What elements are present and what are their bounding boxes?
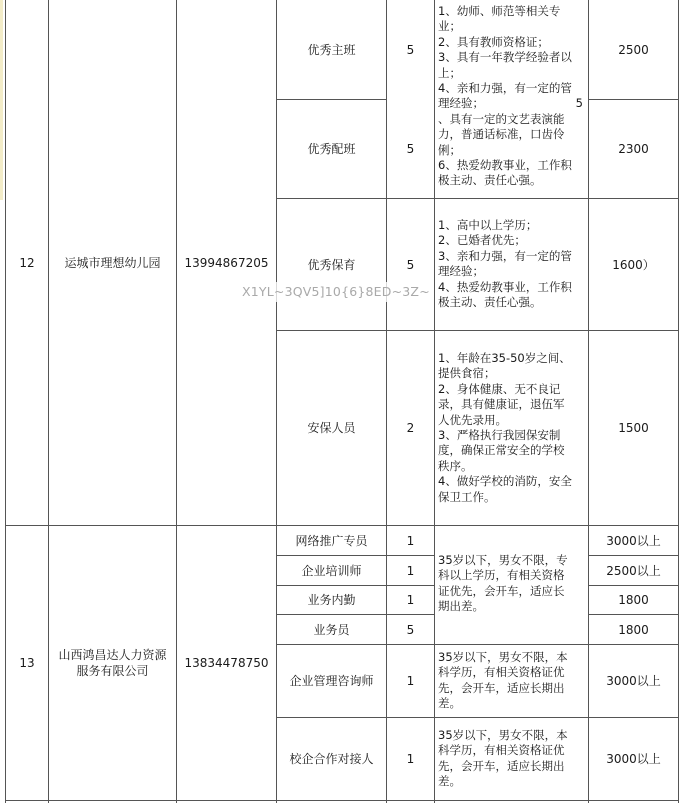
position-count: 1 (406, 752, 415, 766)
row-12-phone: 13994867205 (184, 255, 269, 270)
requirements-security: 1、年龄在35-50岁之间、 提供食宿； 2、身体健康、无不良记 录，具有健康证，退伍军 人优先录用。 3、严格执行我园保安制 度，确保正常安全的学校 秩序。 4、做好学校的消防，安全 保卫工作。 (438, 351, 572, 504)
position-salary: 1600） (612, 257, 655, 272)
position-title: 优秀配班 (307, 142, 356, 156)
requirements-group-1: 35岁以下，男女不限，专 科以上学历，有相关资格 证优先，会开车，适应长 期出差。 (438, 553, 568, 614)
position-count: 1 (406, 674, 415, 688)
position-count: 2 (406, 421, 415, 435)
position-title: 企业管理咨询师 (289, 674, 374, 688)
row-13-company: 山西鸿昌达人力资源 服务有限公司 (58, 648, 167, 678)
position-count: 1 (406, 593, 415, 607)
position-count: 5 (406, 42, 415, 57)
row-13-phone: 13834478750 (184, 656, 269, 670)
position-count: 5 (406, 257, 415, 272)
position-title: 业务员 (313, 622, 350, 637)
image-watermark: X1YL~3QV5]10{6}8ED~3Z~ (236, 282, 432, 302)
position-title: 企业培训师 (301, 563, 362, 578)
row-12-company: 运城市理想幼儿园 (64, 255, 161, 270)
position-salary: 2300 (618, 142, 649, 156)
position-salary: 2500 (618, 42, 649, 57)
position-salary: 1800 (618, 593, 649, 607)
requirements-teachers: 1、幼师、师范等相关专 业； 2、具有教师资格证； 3、具有一年教学经验者以 上； 4、亲和力强，有一定的管 理经验； 5 、具有一定的文艺表演能 力，普通话标准，口齿伶 俐； 6、热爱幼教事业，工作积 极主动、责任心强。 (438, 4, 583, 188)
position-title: 安保人员 (307, 421, 356, 435)
position-salary: 1800 (618, 622, 649, 637)
row-13-number: 13 (19, 656, 35, 670)
position-salary: 3000以上 (606, 533, 661, 548)
requirements-group-3: 35岁以下，男女不限，本 科学历，有相关资格证优 先，会开车，适应长期出 差。 (438, 728, 568, 789)
position-count: 1 (406, 563, 415, 578)
position-title: 网络推广专员 (295, 533, 368, 548)
position-count: 1 (406, 533, 415, 548)
requirement-item-number: 5 (575, 96, 583, 111)
position-count: 5 (406, 142, 415, 156)
position-salary: 2500以上 (606, 563, 661, 578)
position-title: 优秀保育 (307, 257, 356, 272)
position-title: 校企合作对接人 (289, 752, 374, 766)
position-title: 业务内勤 (307, 593, 356, 607)
requirements-nursery: 1、高中以上学历； 2、已婚者优先； 3、亲和力强，有一定的管 理经验； 4、热爱幼教事业，工作积 极主动、责任心强。 (438, 218, 572, 310)
row-12-number: 12 (19, 255, 35, 270)
requirements-group-2: 35岁以下，男女不限，本 科学历，有相关资格证优 先，会开车，适应长期出 差。 (438, 650, 568, 711)
position-salary: 3000以上 (606, 674, 661, 688)
position-salary: 3000以上 (606, 752, 661, 766)
position-salary: 1500 (618, 421, 649, 435)
position-title: 优秀主班 (307, 42, 356, 57)
position-count: 5 (406, 622, 415, 637)
left-edge-accent (0, 0, 3, 200)
